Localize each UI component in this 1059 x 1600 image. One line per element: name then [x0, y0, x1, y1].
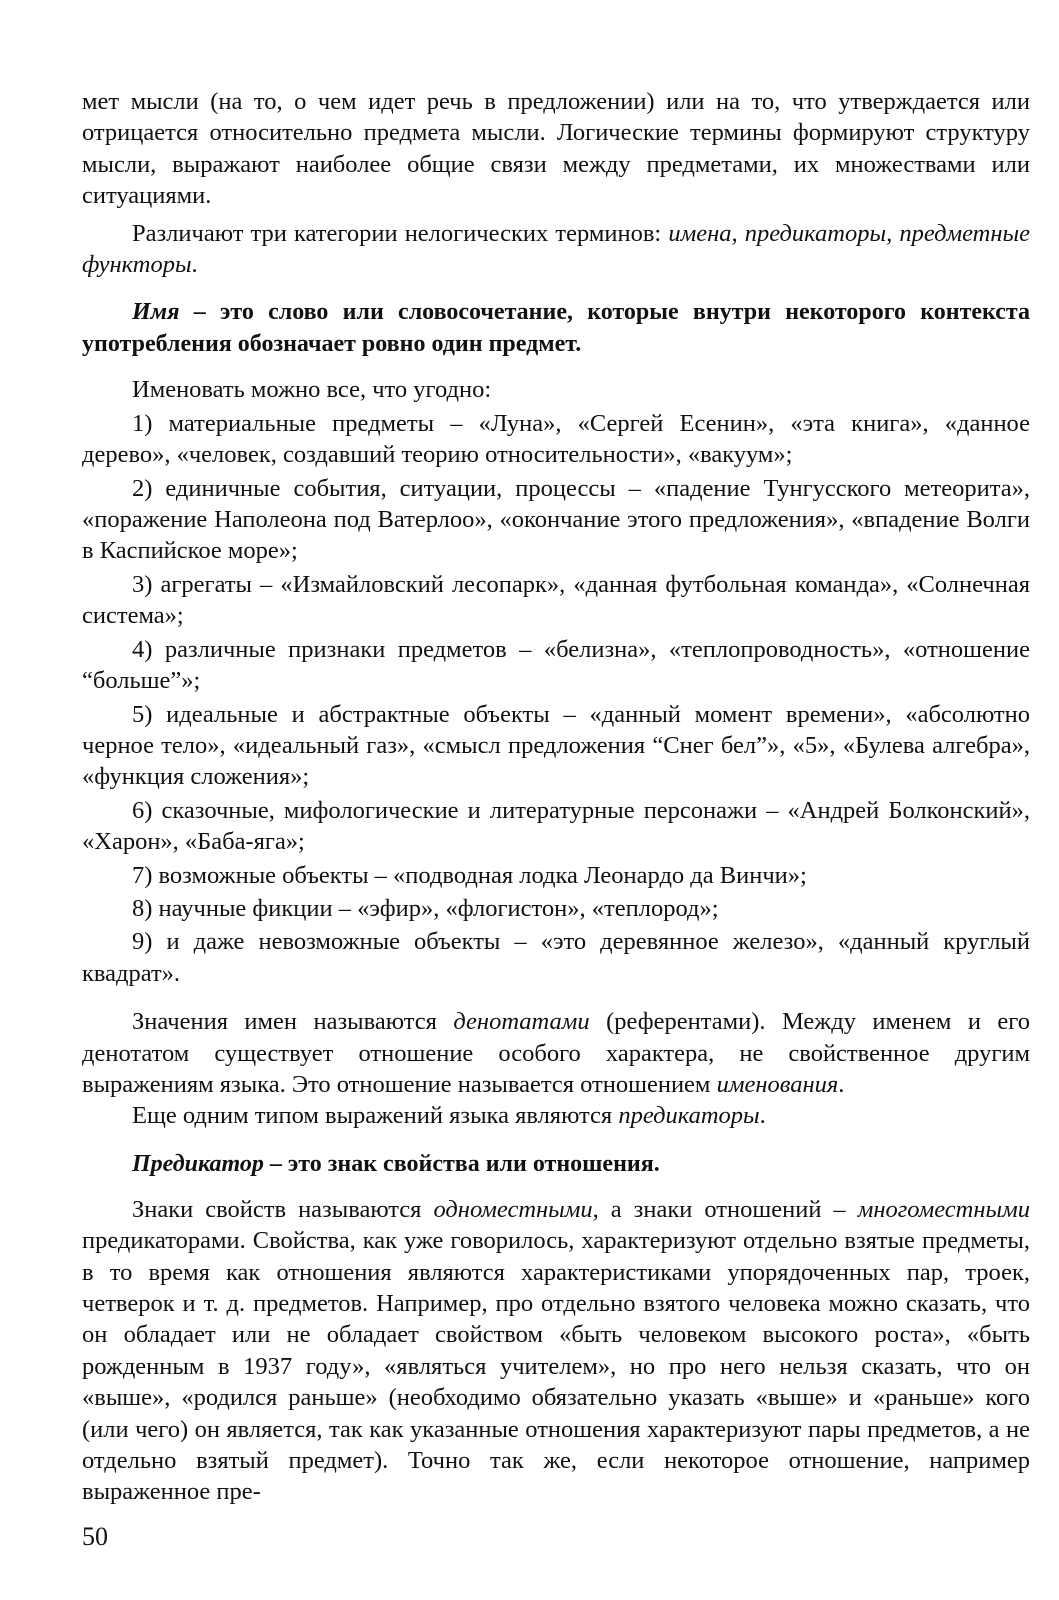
emphasis: многоместными: [857, 1195, 1031, 1223]
list-item: 5) идеальные и абстрактные объекты – «данный момент времени», «абсолютно черное тело», «идеальный газ», «смысл предложения “Снег бел”», «5», «Булева алгебра», «функция сложения»;: [82, 700, 1030, 791]
paragraph-term-categories: [82, 218, 1030, 281]
text-run: Значения имен называются: [132, 1008, 454, 1036]
emphasis: одноместными: [433, 1195, 593, 1223]
definition-text: – это знак свойства или отношения.: [263, 1150, 660, 1177]
emphasis: денотатами: [453, 1008, 590, 1036]
definition-predicator: [82, 1148, 1030, 1180]
definition-name: [82, 296, 1030, 360]
text-run: (референтами). Между именем и его денотатом существует отношение особого характера, не свойственное другим выражениям языка. Это отношение называется отношением: [82, 1008, 1030, 1098]
text-run: .: [759, 1102, 766, 1130]
defined-term: Имя: [132, 299, 180, 326]
page-body: [82, 86, 1030, 1508]
list-item: 7) возможные объекты – «подводная лодка Леонардо да Винчи»;: [132, 861, 807, 889]
paragraph-naming-intro: Именовать можно все, что угодно:: [132, 376, 492, 404]
text-run: .: [838, 1070, 845, 1098]
emphasis: предикаторы: [618, 1102, 760, 1130]
defined-term: Предикатор: [132, 1150, 264, 1177]
text-run: предикаторами. Свойства, как уже говорилось, характеризуют отдельно взятые предметы, в то время как отношения являются характеристиками упорядоченных пар, троек, четверок и т. д. предметов. Например, про отдельно взятого человека можно сказать, что он обладает или не обладает свойством «быть человеком высокого роста», «быть рожденным в 1937 году», «являться учителем», но про него нельзя сказать, что он «выше», «родился раньше» (необходимо обязательно указать «выше» и «раньше» кого (или чего) он является, так как указанные отношения характеризуют пары предметов, а не отдельно взятый предмет). Точно так же, если некоторое отношение, например выраженное пре-: [82, 1227, 1030, 1506]
paragraph-continuation: мет мысли (на то, о чем идет речь в предложении) или на то, что утверждается или отрицается относительно предмета мысли. Логические термины формируют структуру мысли, выражают наиболее общие связи между предметами, их множествами или ситуациями.: [82, 88, 1030, 210]
list-item: 2) единичные события, ситуации, процессы – «падение Тунгусского метеорита», «поражение Наполеона под Ватерлоо», «окончание этого предложения», «впадение Волги в Каспийское море»;: [82, 474, 1030, 565]
paragraph-properties-relations: [82, 1194, 1030, 1508]
list-item: 6) сказочные, мифологические и литературные персонажи – «Андрей Болконский», «Харон», «Баба-яга»;: [82, 796, 1030, 856]
paragraph-predicators-intro: [82, 1100, 1030, 1131]
text-run: Еще одним типом выражений языка являются: [132, 1102, 619, 1130]
list-item: 4) различные признаки предметов – «белизна», «теплопроводность», «отношение “больше”»;: [82, 635, 1030, 695]
text-run: , а знаки отношений –: [592, 1195, 858, 1223]
paragraph-denotation: [82, 1006, 1030, 1100]
definition-text: – это слово или словосочетание, которые внутри некоторого контекста употребления обозначает ровно один предмет.: [82, 299, 1030, 358]
list-item: 8) научные фикции – «эфир», «флогистон», «теплород»;: [132, 894, 719, 922]
list-item: 1) материальные предметы – «Луна», «Сергей Есенин», «эта книга», «данное дерево», «человек, создавший теорию относительности», «вакуум»;: [82, 409, 1030, 469]
emphasis: именования: [716, 1070, 839, 1098]
text-run: Знаки свойств называются: [132, 1195, 434, 1223]
list-item: 9) и даже невозможные объекты – «это деревянное железо», «данный круглый квадрат».: [82, 928, 1030, 987]
text-run: .: [191, 251, 198, 279]
examples-list: [82, 408, 1030, 989]
text-run: Различают три категории нелогических терминов:: [132, 219, 669, 247]
list-item: 3) агрегаты – «Измайловский лесопарк», «данная футбольная команда», «Солнечная система»;: [82, 570, 1030, 630]
emphasis: имена, предикаторы, предметные функторы: [82, 219, 1030, 279]
page-number: 50: [82, 1522, 108, 1551]
